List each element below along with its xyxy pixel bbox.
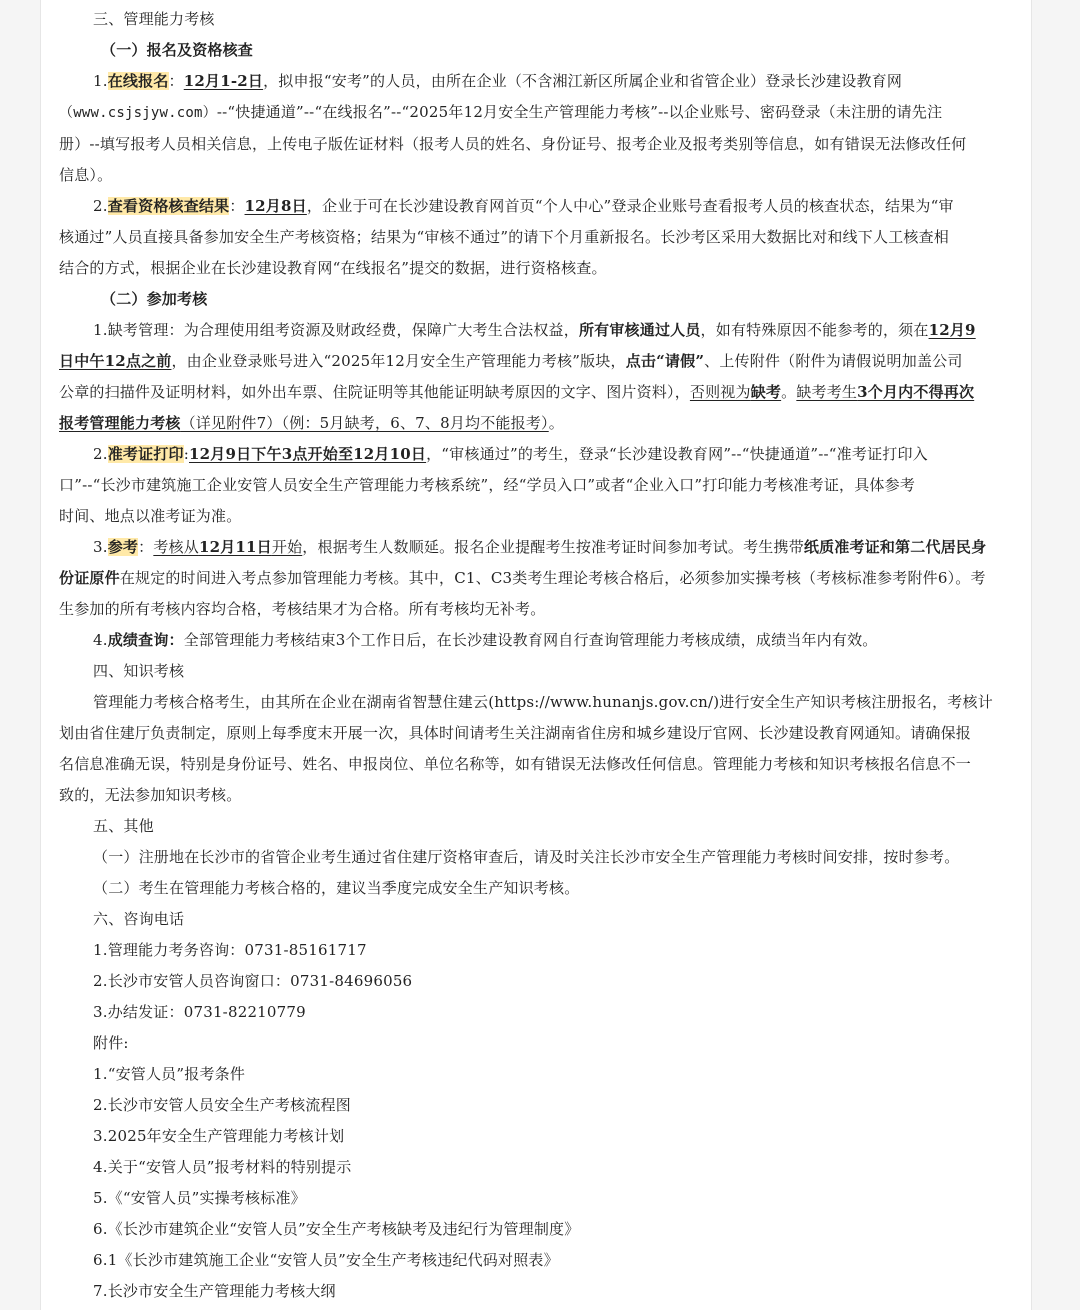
paragraph-line: 致的，无法参加知识考核。 <box>59 786 242 804</box>
text: 公章的扫描件及证明材料，如外出车票、住院证明等其他能证明缺考原因的文字、图片资料）， <box>59 383 690 401</box>
bold-text: 所有审核通过人员 <box>578 321 701 339</box>
paragraph-line <box>59 97 1013 129</box>
paragraph-absence-management <box>59 315 1013 346</box>
attachment-item: 2.长沙市安管人员安全生产考核流程图 <box>93 1096 351 1114</box>
paragraph-line: 名信息准确无误，特别是身份证号、姓名、申报岗位、单位名称等，如有错误无法修改任何信息。管理能力考核和知识考核报名信息不一 <box>59 755 972 773</box>
contact-item: 1.管理能力考务咨询：0731-85161717 <box>93 941 367 959</box>
text: 全部管理能力考核结束3个工作日后，在长沙建设教育网自行查询管理能力考核成绩，成绩当年内有效。 <box>183 631 878 649</box>
attachment-item: 4.关于“安管人员”报考材料的特别提示 <box>93 1158 352 1176</box>
paragraph-score-query <box>59 625 1013 656</box>
paragraph-line <box>59 408 1013 439</box>
paragraph-online-registration <box>59 66 1013 97</box>
date-text: 12月1-2日 <box>183 72 264 90</box>
paragraph-line <box>59 346 1013 377</box>
text: ，如有特殊原因不能参考的，须在 <box>700 321 929 339</box>
contact-item: 3.办结发证：0731-82210779 <box>93 1003 306 1021</box>
bold-text: 纸质准考证和第二代居民身 <box>803 538 987 556</box>
url-text: （www.csjsjyw.com） <box>59 105 217 121</box>
paragraph-line: 管理能力考核合格考生，由其所在企业在湖南省智慧住建云(https://www.hunanjs.gov.cn/)进行安全生产知识考核注册报名，考核计 <box>93 693 993 711</box>
text: 。 <box>548 414 564 432</box>
paragraph-line: 册）--填写报考人员相关信息，上传电子版佐证材料（报考人员的姓名、身份证号、报考企业及报考类别等信息，如有错误无法修改任何 <box>59 135 967 153</box>
colon: : <box>183 445 189 463</box>
date-text: 12月9 <box>928 321 976 339</box>
date-text: 12月8日 <box>244 197 307 215</box>
item-number: 1. <box>93 72 108 90</box>
underlined-text: 考核从 <box>153 538 199 556</box>
paragraph-attend-exam <box>59 532 1013 563</box>
item-number: 2. <box>93 445 108 463</box>
document-page <box>40 0 1032 1310</box>
label: 缺考管理： <box>107 321 184 339</box>
colon: ： <box>229 197 245 215</box>
colon: ： <box>168 72 184 90</box>
bold-text: 份证原件 <box>59 569 120 587</box>
paragraph-line <box>59 563 1013 594</box>
underlined-text: 否则视为 <box>689 383 751 401</box>
paragraph-line: （二）考生在管理能力考核合格的，建议当季度完成安全生产知识考核。 <box>93 879 580 897</box>
date-text: 日中午12点之前 <box>59 352 172 370</box>
attachment-item: 1.“安管人员”报考条件 <box>93 1065 246 1083</box>
underlined-bold-text: 报考管理能力考核 <box>59 414 181 432</box>
bold-label: 成绩查询： <box>107 631 184 649</box>
paragraph-line: 生参加的所有考核内容均合格，考核结果才为合格。所有考核均无补考。 <box>59 600 546 618</box>
item-number: 2. <box>93 197 108 215</box>
underlined-bold-text: 12月11日 <box>198 538 272 556</box>
item-number: 4. <box>93 631 108 649</box>
attachments-heading: 附件: <box>93 1034 129 1052</box>
text: ，企业于可在长沙建设教育网首页“个人中心”登录企业账号查看报考人员的核查状态，结果为“审 <box>306 197 954 215</box>
section-heading: 五、其他 <box>93 817 154 835</box>
underlined-text: （详见附件7）（例：5月缺考，6、7、8月均不能报考） <box>180 414 549 432</box>
section-heading: 三、管理能力考核 <box>93 10 215 28</box>
highlight-label: 查看资格核查结果 <box>107 197 230 215</box>
colon: ： <box>138 538 154 556</box>
item-number: 1. <box>93 321 108 339</box>
paragraph-line: 核通过”人员直接具备参加安全生产考核资格；结果为“审核不通过”的请下个月重新报名。长沙考区采用大数据比对和线下人工核查相 <box>59 228 950 246</box>
text: ，拟申报“安考”的人员，由所在企业（不含湘江新区所属企业和省管企业）登录长沙建设教育网 <box>263 72 903 90</box>
item-number: 3. <box>93 538 108 556</box>
underlined-bold-text: 缺考 <box>750 383 782 401</box>
text: --“快捷通道”--“在线报名”--“2025年12月安全生产管理能力考核”--以企业账号、密码登录（未注册的请先注 <box>216 103 943 121</box>
text: 。 <box>781 383 797 401</box>
text: ，由企业登录账号进入“2025年12月安全生产管理能力考核”版块， <box>171 352 626 370</box>
paragraph-line: 结合的方式，根据企业在长沙建设教育网“在线报名”提交的数据，进行资格核查。 <box>59 259 607 277</box>
attachment-item: 3.2025年安全生产管理能力考核计划 <box>93 1127 345 1145</box>
underlined-text: 开始 <box>271 538 303 556</box>
attachment-item: 5.《“安管人员”实操考核标准》 <box>93 1189 306 1207</box>
highlight-label: 准考证打印 <box>107 445 184 463</box>
text: 为合理使用组考资源及财政经费，保障广大考生合法权益， <box>183 321 579 339</box>
paragraph-line: 信息）。 <box>59 166 113 184</box>
bold-text: 点击“请假” <box>625 352 705 370</box>
date-text: 12月9日下午3点开始至12月10日 <box>189 445 427 463</box>
subsection-heading: （一）报名及资格核查 <box>101 41 254 59</box>
paragraph-check-result <box>59 191 1013 222</box>
paragraph-line: 时间、地点以准考证为准。 <box>59 507 242 525</box>
attachment-item: 6.《长沙市建筑企业“安管人员”安全生产考核缺考及违纪行为管理制度》 <box>93 1220 580 1238</box>
text: 、上传附件（附件为请假说明加盖公司 <box>704 352 963 370</box>
paragraph-line: 划由省住建厅负责制定，原则上每季度末开展一次，具体时间请考生关注湖南省住房和城乡建设厅官网、长沙建设教育网通知。请确保报 <box>59 724 972 742</box>
paragraph-line: 口”--“长沙市建筑施工企业安管人员安全生产管理能力考核系统”，经“学员入口”或者“企业入口”打印能力考核准考证，具体参考 <box>59 476 916 494</box>
text: 在规定的时间进入考点参加管理能力考核。其中，C1、C3类考生理论考核合格后，必须参加实操考核（考核标准参考附件6）。考 <box>119 569 986 587</box>
highlight-label: 在线报名 <box>107 72 169 90</box>
highlight-label: 参考 <box>107 538 139 556</box>
subsection-heading: （二）参加考核 <box>101 290 208 308</box>
paragraph-ticket-print <box>59 439 1013 470</box>
attachment-item: 6.1《长沙市建筑施工企业“安管人员”安全生产考核违纪代码对照表》 <box>93 1251 559 1269</box>
text: ，根据考生人数顺延。报名企业提醒考生按准考证时间参加考试。考生携带 <box>302 538 804 556</box>
attachment-item: 7.长沙市安全生产管理能力考核大纲 <box>93 1282 336 1300</box>
paragraph-line: （一）注册地在长沙市的省管企业考生通过省住建厅资格审查后，请及时关注长沙市安全生产管理能力考核时间安排，按时参考。 <box>93 848 960 866</box>
underlined-text: 缺考考生 <box>796 383 858 401</box>
section-heading: 四、知识考核 <box>93 662 185 680</box>
section-heading: 六、咨询电话 <box>93 910 185 928</box>
text: ，“审核通过”的考生，登录“长沙建设教育网”--“快捷通道”--“准考证打印入 <box>426 445 928 463</box>
contact-item: 2.长沙市安管人员咨询窗口：0731-84696056 <box>93 972 413 990</box>
underlined-bold-text: 3个月内不得再次 <box>857 383 975 401</box>
paragraph-line <box>59 377 1013 408</box>
